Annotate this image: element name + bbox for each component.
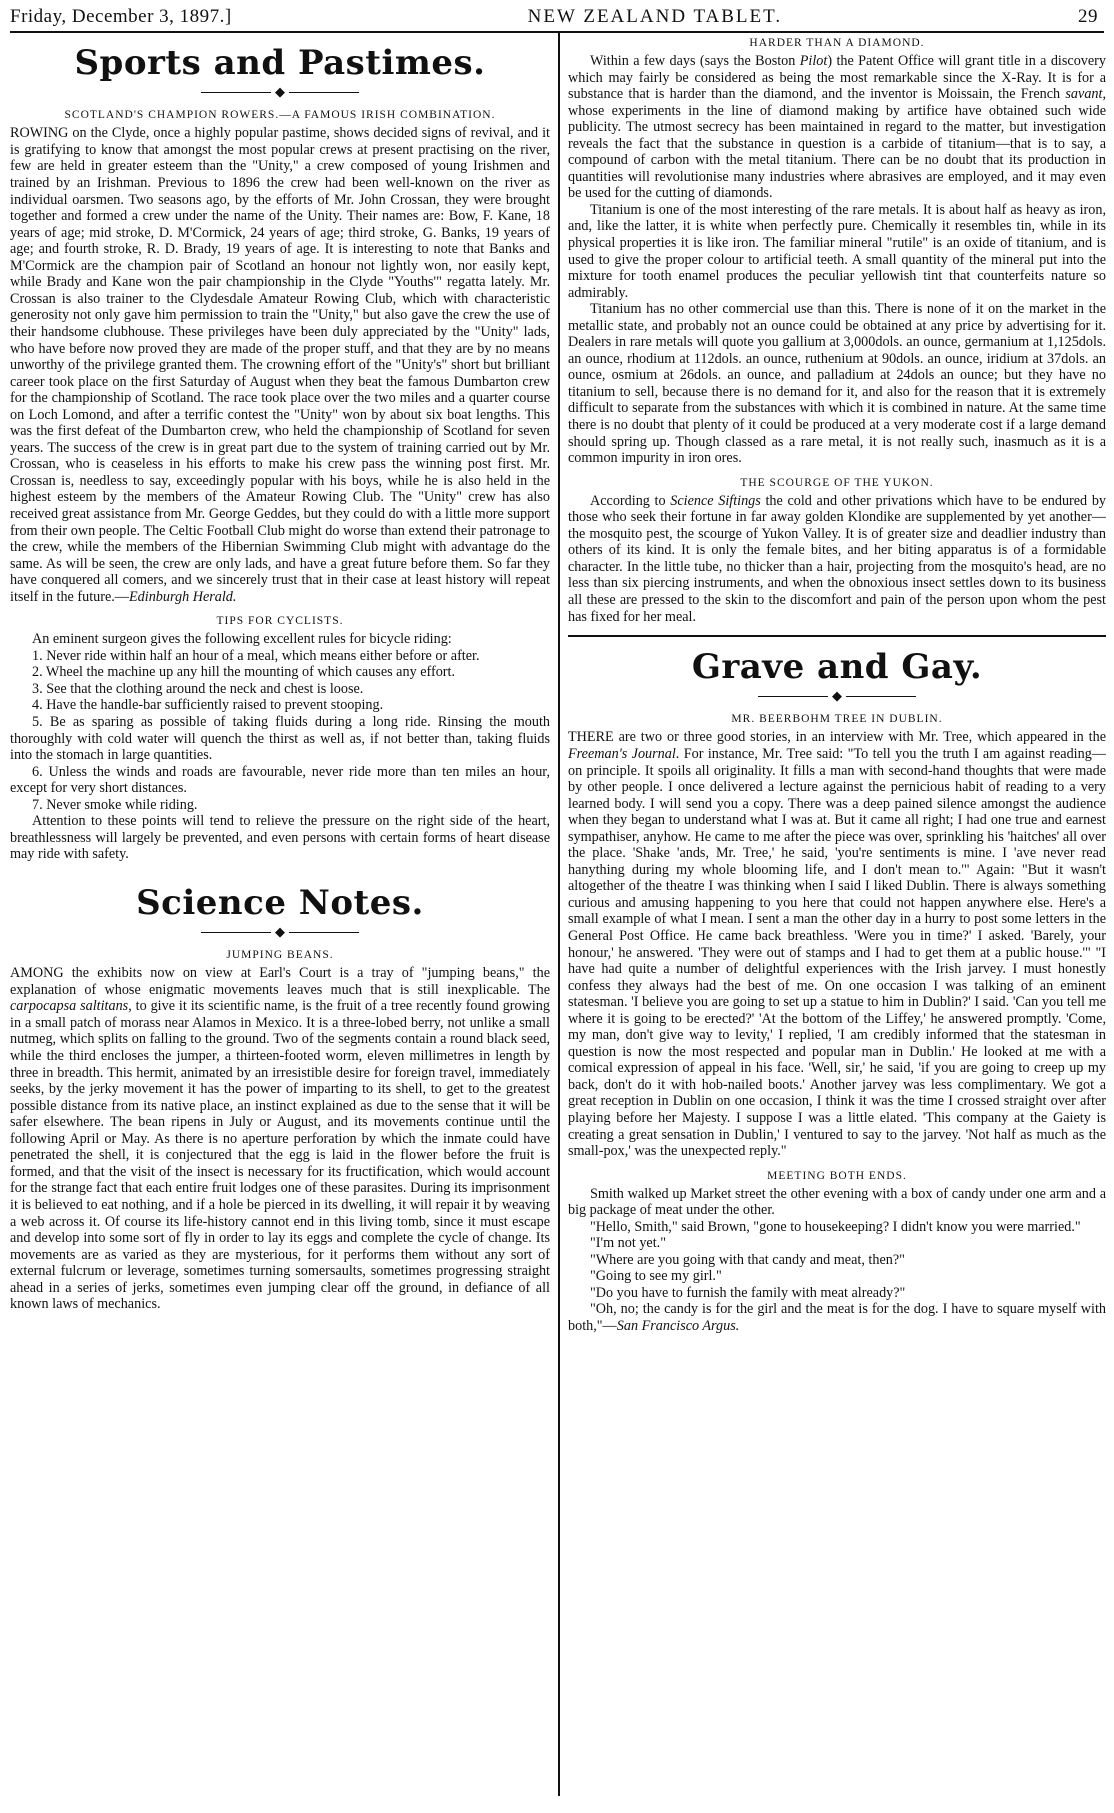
article-source: Freeman's Journal	[568, 745, 676, 762]
columns	[10, 33, 1104, 1796]
cyclists-rule: 4. Have the handle-bar sufficiently raised to prevent stooping.	[32, 697, 384, 714]
article-body-tree: THERE are two or three good stories, in an interview with Mr. Tree, which appeared in the Freeman's Journal. For instance, Mr. Tree said: "To tell you the truth I am against reading—on principle. It spoils all originality. It fills a man with second-hand thoughts that were made by other people. I once delivered a lecture against the pernicious habit of reading to a very learned body. I will send you a copy. There was a deep pained silence amongst the audience when they began to understand what I was at. But it came all right; I had one true and earnest sympathiser, anyhow. He came to me after the piece was over, sprinkling his 'haitches' all over the place. 'Shake 'ands, Mr. Tree,' he said, 'you're sentiments is mine. I 'ave never read hanything during my whole blooming life, and I don't mean to.'" Again: "But it wasn't altogether of the theatre I was thinking when I said I liked Dublin. There is always something curious and amusing happening to you here that could not happen anywhere else. Here's a small example of what I mean. I sent a man the other day in a hurry to post some letters in the General Post Office. He came back breathless. 'Were you in time?' I asked. 'Barely, your honour,' he answered. 'They were out of stamps and I had to get them at a public house.'" "I have had quite a number of delightful experiences with the Irish jarvey. I must honestly confess they always had the best of me. On one occasion I was talking of an eminent statesman. 'I believe you are going to set up a statue to him in Dublin?' I said. 'Can you tell me where it is going to be erected?' 'At the bottom of the Liffey,' he answered promptly. 'Come, my man, don't give way to levity,' I replied, 'I am credibly informed that the statesman in question is now the most respected and popular man in Dublin.' He looked at me with a comical expression of appeal in his face. 'Well, sir,' he said, 'if you are going to creep up my back, don't do it with hob-nailed boots.' Another jarvey was less complimentary. We got a great reception in Dublin on one occasion, I think it was the time I crossed straight over after playing before her Majesty. I suppose I was a little elated. 'This company at the Gaiety is creating a great sensation in Dublin,' I ventured to say to the jarvey. 'Not half as much as the small-pox,' was the unexpected reply."	[568, 729, 1106, 1160]
ornament-divider: ◆	[568, 690, 1106, 703]
italic-word: savant	[1065, 86, 1103, 103]
both-ends-last: "Oh, no; the candy is for the girl and the meat is for the dog. I have to square myself with both,"—San Francisco Argus.	[568, 1301, 1106, 1335]
both-ends-line: "Going to see my girl."	[590, 1268, 722, 1285]
article-body-diamond-p3: Titanium has no other commercial use than this. There is none of it on the market in the metallic state, and probably not an ounce could be obtained at any price by advertising for it. Dealers in rare metals will quote you gallium at 3,000dols. an ounce, germanium at 1,125dols. an ounce, rhodium at 112dols. an ounce, ruthenium at 90dols. an ounce, iridium at 37dols. an ounce, osmium at 26dols. an ounce, and palladium at 24dols an ounce; but they have no titanium to sell, because there is no demand for it, and also for the reason that it is extremely difficult to separate from the substances with which it is combined in nature. At the same time there is no doubt that plenty of it could be produced at a very moderate cost if a large demand should spring up. Though classed as a rare metal, it is not really such, inasmuch as it is a common impurity in iron ores.	[568, 301, 1106, 467]
article-body-diamond-p1: Within a few days (says the Boston Pilot) the Patent Office will grant title in a discovery which may fairly be considered as being the most remarkable since the X-Ray. It is for a substance that is harder than the diamond, and the inventor is Moissain, the French savant, whose experiments in the line of diamond making by artifice have obtained such wide publicity. The utmost secrecy has been maintained in regard to the matter, but investigation reveals the fact that the substance in question is a carbide of titanium—that is to say, a compound of carbon with the metal titanium. There can be no doubt that its production in quantities will revolutionise many industries where abrasives are employed, and it may even be used for the cutting of diamonds.	[568, 53, 1106, 202]
both-ends-line: "Do you have to furnish the family with meat already?"	[590, 1284, 906, 1301]
cyclists-closing: Attention to these points will tend to relieve the pressure on the right side of the heart, breathlessness will largely be prevented, and even persons with certain forms of heart disease may ride with safety.	[10, 813, 550, 863]
article-head-cyclists: TIPS FOR CYCLISTS.	[216, 615, 344, 628]
article-source: Pilot	[799, 53, 828, 69]
article-body-rowers: ROWING on the Clyde, once a highly popular pastime, shows decided signs of revival, and it is gratifying to know that amongst the most popular crews at present practising on the river, few are held in greater esteem than the "Unity," a crew composed of young Irishmen and trained by an Irishman. Previous to 1896 the crew had been well-known on the river as individual oarsmen. Two seasons ago, by the efforts of Mr. John Crossan, they were brought together and formed a crew under the name of the Unity. Their names are: Bow, F. Kane, 18 years of age; mid stroke, D. M'Cormick, 24 years of age; third stroke, G. Banks, 19 years of age; and fourth stroke, R. D. Brady, 19 years of age. It is interesting to note that Banks and M'Cormick are the champion pair of Scotland an honour not lightly won, nor easily kept, while Brady and Kane won the pair championship in the Clyde "Youths'" regatta lately. Mr. Crossan is also trainer to the Clydesdale Amateur Rowing Club, which with characteristic generosity not only gave him permission to train the "Unity," but also gave the crew the use of their handsome clubhouse. These privileges have been duly appreciated by the "Unity" lads, who have before now proved they are made of the proper stuff, and that they are by no means unworthy of the privilege granted them. The crowning effort of the "Unity's" short but brilliant career took place on the first Saturday of August when they beat the famous Dumbarton crew for the championship of Scotland. The race took place over the two miles and a quarter course on Loch Lomond, and after a terrific contest the "Unity" won by about six boat lengths. This was the first defeat of the Dumbarton crew, who held the championship of Scotland for seven years. The success of the crew is in great part due to the system of training carried out by Mr. Crossan, who is ceaseless in his efforts to make his crew pass the winning post first. Mr. Crossan is, needless to say, exceedingly popular with his boys, while he is also held in the highest esteem by the members of the Amateur Rowing Club. The "Unity" crew has also received great assistance from Mr. George Geddes, but they could do with a little more support from their own people. The Celtic Football Club might do worse than extend their patronage to the crew, while the members of the Hibernian Swimming Club might with advantage do the same. As will be seen, the crew are only lads, and have a great future before them. So far they have conquered all comers, and we sincerely trust that in their case at least history will repeat itself in the future.—Edinburgh Herald.	[10, 125, 550, 605]
masthead	[10, 6, 1104, 33]
article-body-beans: AMONG the exhibits now on view at Earl's Court is a tray of "jumping beans," the explanation of whose enigmatic movements leaves much that is still inexplicable. The carpocapsa saltitans, to give it its scientific name, is the fruit of a tree recently found growing in a small patch of morass near Alamos in Mexico. It is a three-lobed berry, not unlike a small nutmeg, which splits on falling to the ground. Two of the segments contain a round black seed, while the third encloses the jumper, a thirteen-footed worm, eleven millimetres in length by three in breadth. This hermit, animated by an irresistible desire for foreign travel, immediately seeks, by the jerky movement it has the power of imparting to its shell, to get to the greatest possible distance from its native place, an instinct explained as due to the sense that it will be safer elsewhere. The bean ripens in July or August, and its movements continue until the following April or May. As there is no aperture perforation by which the inmate could have penetrated the shell, it is conjectured that the egg is laid in the flower before the fruit is formed, and that the visit of the insect is necessary for its fructification, which would account for the strange fact that each entire fruit lodges one of these parasites. During its imprisonment it is believed to eat nothing, and if a hole be pierced in its dwelling, it will repair it by weaving a web across it. Of course its life-history cannot end in this living tomb, since it must escape and develop into some sort of fly in order to lay its eggs and complete the cycle of change. Its movements are as varied as they are mysterious, for it performs them without any sort of external fulcrum or leverage, sometimes turning somersaults, sometimes progressing straight ahead in a series of jerks, sometimes even jumping clear off the ground, in defiance of all known laws of mechanics.	[10, 965, 550, 1313]
article-head-tree: MR. BEERBOHM TREE IN DUBLIN.	[731, 713, 943, 726]
section-title-sports: Sports and Pastimes.	[74, 43, 486, 83]
masthead-title: NEW ZEALAND TABLET.	[527, 6, 783, 27]
article-head-yukon: THE SCOURGE OF THE YUKON.	[740, 476, 934, 489]
section-title-grave-gay: Grave and Gay.	[691, 647, 983, 688]
article-body-diamond-p2: Titanium is one of the most interesting of the rare metals. It is about half as heavy as iron, and, like the latter, it is white when perfectly pure. Chemically it resembles tin, while in its physical properties it is like iron. The familiar mineral "rutile" is an oxide of titanium, and is used to give the proper colour to artificial teeth. A small quantity of the mineral put into the mixture for tooth enamel produces the peculiar yellowish tint that counterfeits nature so admirably.	[568, 201, 1106, 301]
article-source: Science Siftings	[670, 492, 761, 509]
both-ends-line: "Where are you going with that candy and meat, then?"	[590, 1251, 905, 1268]
both-ends-intro: Smith walked up Market street the other evening with a box of candy under one arm and a big package of meat under the other.	[568, 1185, 1106, 1219]
cyclists-rule: 3. See that the clothing around the neck and chest is loose.	[32, 680, 364, 697]
cyclists-rule: 7. Never smoke while riding.	[32, 796, 198, 813]
both-ends-line: "I'm not yet."	[590, 1235, 667, 1252]
cyclists-rule: 1. Never ride within half an hour of a meal, which means either before or after.	[32, 647, 480, 664]
ornament-divider: ◆	[10, 926, 550, 939]
masthead-date: Friday, December 3, 1897.]	[10, 6, 232, 27]
cyclists-rule: 2. Wheel the machine up any hill the mounting of which causes any effort.	[32, 664, 456, 681]
both-ends-line: "Hello, Smith," said Brown, "gone to housekeeping? I didn't know you were married."	[590, 1218, 1081, 1235]
section-title-science: Science Notes.	[136, 882, 424, 923]
article-head-beans: JUMPING BEANS.	[226, 949, 334, 962]
right-column	[558, 33, 1106, 1796]
latin-name: carpocapsa saltitans	[10, 998, 129, 1015]
article-body-yukon: According to Science Siftings the cold and other privations which have to be endured by those who seek their fortune in far away golden Klondike are supplemented by yet another—the mosquito pest, the scourge of Yukon Valley. It is of greater size and deadlier industry than others of its kind. It is only the female bites, and her biting apparatus is of a formidable character. In the little tube, no thicker than a hair, projecting from the mosquito's head, are no less than six piercing instruments, and when the obnoxious insect settles down to its business all these are pressed to the skin to the discomfort and pain of the person upon whom the pest has fixed for her meal.	[568, 492, 1106, 625]
cyclists-rule: 5. Be as sparing as possible of taking fluids during a long ride. Rinsing the mouth thoroughly with cold water will quench the thirst as well as, if not better than, taking fluids into the stomach in large quantities.	[10, 713, 550, 764]
cyclists-intro: An eminent surgeon gives the following excellent rules for bicycle riding:	[32, 631, 452, 648]
article-head-diamond: HARDER THAN A DIAMOND.	[749, 37, 925, 49]
section-rule	[568, 635, 1106, 637]
ornament-divider: ◆	[10, 86, 550, 99]
article-head-both-ends: MEETING BOTH ENDS.	[767, 1169, 907, 1182]
article-source: Edinburgh Herald.	[129, 588, 237, 605]
left-column	[10, 33, 558, 1796]
cyclists-rule: 6. Unless the winds and roads are favourable, never ride more than ten miles an hour, except for very short distances.	[10, 763, 550, 797]
page-number: 29	[1078, 6, 1098, 27]
article-head-rowers: SCOTLAND'S CHAMPION ROWERS.—A FAMOUS IRISH COMBINATION.	[64, 109, 496, 122]
article-source: San Francisco Argus.	[616, 1318, 740, 1335]
